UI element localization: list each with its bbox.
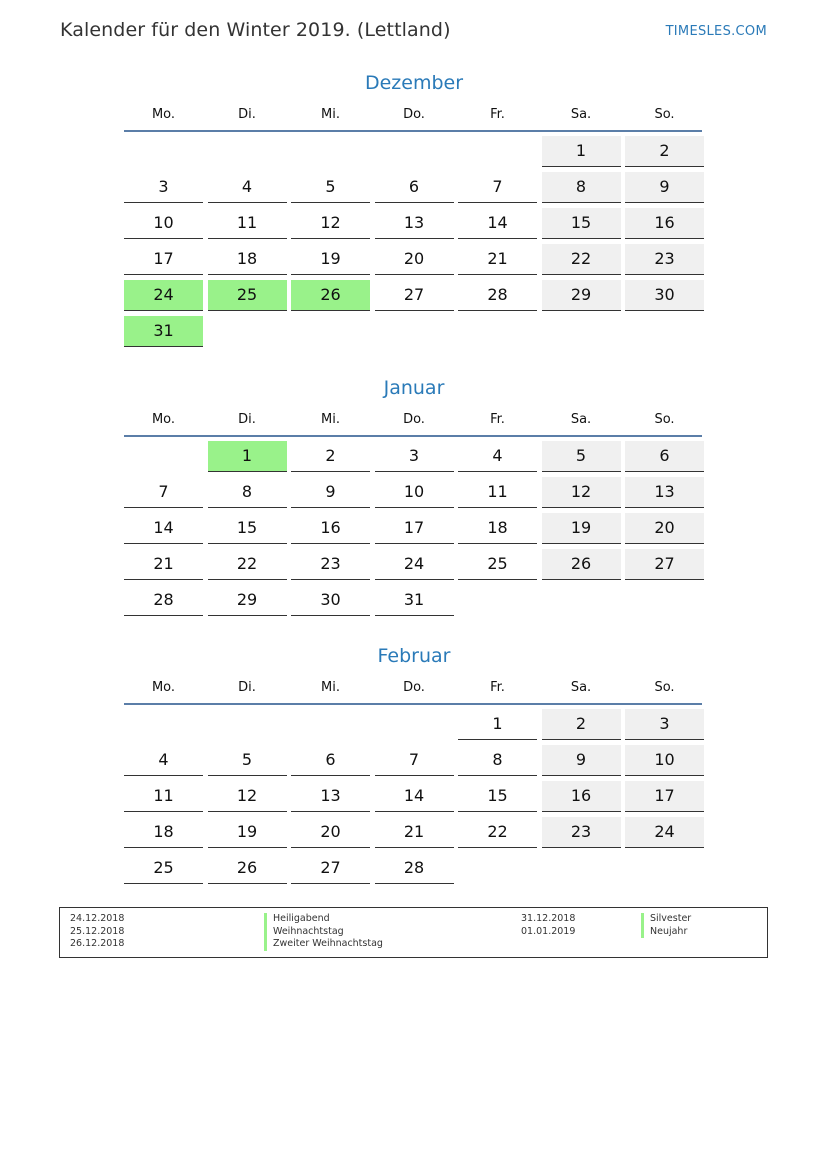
month-title: Februar: [377, 645, 451, 667]
day-cell[interactable]: 2: [625, 136, 704, 167]
day-cell[interactable]: 29: [542, 280, 621, 311]
empty-cell: [375, 709, 454, 739]
day-cell[interactable]: 8: [208, 477, 287, 508]
day-cell[interactable]: 7: [375, 745, 454, 776]
day-cell[interactable]: 22: [458, 817, 537, 848]
header-rule: [124, 703, 702, 705]
day-cell[interactable]: 21: [458, 244, 537, 275]
weekday-label: Do.: [403, 680, 425, 695]
empty-cell: [625, 585, 704, 615]
day-cell[interactable]: 8: [458, 745, 537, 776]
day-cell[interactable]: 12: [208, 781, 287, 812]
holiday-legend: [59, 907, 768, 958]
day-cell[interactable]: 6: [291, 745, 370, 776]
weekday-label: Fr.: [490, 107, 505, 122]
day-cell[interactable]: 19: [291, 244, 370, 275]
week-row: [124, 244, 704, 276]
day-cell[interactable]: 11: [124, 781, 203, 812]
day-cell[interactable]: 17: [625, 781, 704, 812]
weekday-label: Mo.: [151, 680, 176, 695]
day-cell[interactable]: 4: [458, 441, 537, 472]
legend-dates-right: [521, 913, 575, 938]
empty-cell: [124, 709, 203, 739]
header-rule: [124, 130, 702, 132]
weekday-header: [124, 673, 704, 703]
day-cell[interactable]: 28: [375, 853, 454, 884]
empty-cell: [208, 709, 287, 739]
day-cell[interactable]: 5: [208, 745, 287, 776]
weekday-label: Sa.: [570, 412, 592, 427]
day-cell[interactable]: 14: [124, 513, 203, 544]
legend-date: 25.12.2018: [70, 925, 125, 937]
weekday-label: Mo.: [151, 412, 176, 427]
empty-cell: [124, 441, 203, 471]
day-cell[interactable]: 26: [291, 280, 370, 311]
legend-date: 01.01.2019: [521, 925, 576, 937]
day-cell[interactable]: 24: [625, 817, 704, 848]
day-cell[interactable]: 26: [208, 853, 287, 884]
day-cell[interactable]: 25: [458, 549, 537, 580]
day-cell[interactable]: 7: [458, 172, 537, 203]
day-cell[interactable]: 30: [625, 280, 704, 311]
legend-date: 24.12.2018: [70, 913, 125, 924]
day-cell[interactable]: 1: [208, 441, 287, 472]
week-row: [124, 549, 704, 581]
empty-cell: [458, 853, 537, 883]
day-cell[interactable]: 8: [542, 172, 621, 203]
day-cell[interactable]: 11: [208, 208, 287, 239]
week-row: [124, 208, 704, 240]
week-row: [124, 709, 704, 741]
day-cell[interactable]: 15: [208, 513, 287, 544]
week-row: [124, 585, 704, 617]
week-row: [124, 853, 704, 885]
day-cell[interactable]: 13: [625, 477, 704, 508]
day-cell[interactable]: 25: [208, 280, 287, 311]
legend-holiday-name: Heiligabend: [264, 913, 383, 926]
weekday-label: Do.: [403, 107, 425, 122]
empty-cell: [542, 585, 621, 615]
brand-link[interactable]: TIMESLES.COM: [665, 24, 767, 39]
day-cell[interactable]: 14: [458, 208, 537, 239]
day-cell[interactable]: 3: [375, 441, 454, 472]
legend-holiday-name: Silvester: [641, 913, 691, 926]
empty-cell: [124, 136, 203, 166]
weekday-label: Fr.: [490, 412, 505, 427]
weekday-label: So.: [654, 107, 675, 122]
week-row: [124, 316, 704, 348]
legend-date: 26.12.2018: [70, 938, 125, 949]
day-cell[interactable]: 18: [124, 817, 203, 848]
month-title: Dezember: [364, 72, 464, 94]
day-cell[interactable]: 20: [625, 513, 704, 544]
weekday-header: [124, 405, 704, 435]
day-cell[interactable]: 23: [542, 817, 621, 848]
day-cell[interactable]: 13: [291, 781, 370, 812]
day-cell[interactable]: 22: [208, 549, 287, 580]
weekday-label: Fr.: [490, 680, 505, 695]
day-cell[interactable]: 9: [625, 172, 704, 203]
legend-dates-left: [70, 913, 124, 951]
legend-date: 31.12.2018: [521, 913, 576, 924]
week-row: [124, 172, 704, 204]
weekday-label: Sa.: [570, 107, 592, 122]
day-cell[interactable]: 4: [208, 172, 287, 203]
weekday-label: Di.: [238, 680, 256, 695]
day-cell[interactable]: 12: [291, 208, 370, 239]
day-cell[interactable]: 18: [208, 244, 287, 275]
day-cell[interactable]: 30: [291, 585, 370, 616]
week-row: [124, 781, 704, 813]
day-cell[interactable]: 11: [458, 477, 537, 508]
day-cell[interactable]: 31: [124, 316, 203, 347]
day-cell[interactable]: 17: [375, 513, 454, 544]
month-dezember: [124, 70, 704, 352]
day-cell[interactable]: 3: [124, 172, 203, 203]
day-cell[interactable]: 14: [375, 781, 454, 812]
day-cell[interactable]: 12: [542, 477, 621, 508]
day-cell[interactable]: 4: [124, 745, 203, 776]
day-cell[interactable]: 10: [124, 208, 203, 239]
day-cell[interactable]: 22: [542, 244, 621, 275]
day-cell[interactable]: 23: [291, 549, 370, 580]
day-cell[interactable]: 16: [542, 781, 621, 812]
day-cell[interactable]: 16: [291, 513, 370, 544]
week-row: [124, 817, 704, 849]
header-rule: [124, 435, 702, 437]
day-cell[interactable]: 9: [542, 745, 621, 776]
weekday-label: Sa.: [570, 680, 592, 695]
weekday-label: Mi.: [321, 680, 340, 695]
empty-cell: [291, 136, 370, 166]
empty-cell: [625, 316, 704, 346]
empty-cell: [208, 136, 287, 166]
empty-cell: [291, 709, 370, 739]
day-cell[interactable]: 29: [208, 585, 287, 616]
weekday-label: Di.: [238, 107, 256, 122]
week-row: [124, 441, 704, 473]
day-cell[interactable]: 25: [124, 853, 203, 884]
day-cell[interactable]: 21: [375, 817, 454, 848]
day-cell[interactable]: 7: [124, 477, 203, 508]
day-cell[interactable]: 3: [625, 709, 704, 740]
day-cell[interactable]: 20: [375, 244, 454, 275]
day-cell[interactable]: 28: [458, 280, 537, 311]
week-row: [124, 477, 704, 509]
day-cell[interactable]: 1: [458, 709, 537, 740]
day-cell[interactable]: 19: [542, 513, 621, 544]
week-row: [124, 513, 704, 545]
weekday-label: So.: [654, 680, 675, 695]
week-row: [124, 136, 704, 168]
weekday-label: Do.: [403, 412, 425, 427]
day-cell[interactable]: 24: [375, 549, 454, 580]
day-cell[interactable]: 31: [375, 585, 454, 616]
empty-cell: [458, 136, 537, 166]
day-cell[interactable]: 10: [375, 477, 454, 508]
day-cell[interactable]: 27: [625, 549, 704, 580]
empty-cell: [375, 136, 454, 166]
weekday-label: Di.: [238, 412, 256, 427]
day-cell[interactable]: 20: [291, 817, 370, 848]
legend-holiday-name: Weihnachtstag: [264, 926, 383, 939]
day-cell[interactable]: 16: [625, 208, 704, 239]
day-cell[interactable]: 23: [625, 244, 704, 275]
empty-cell: [291, 316, 370, 346]
day-cell[interactable]: 18: [458, 513, 537, 544]
day-cell[interactable]: 6: [625, 441, 704, 472]
legend-holiday-name: Neujahr: [641, 926, 691, 939]
day-cell[interactable]: 6: [375, 172, 454, 203]
legend-names-left: [264, 913, 383, 951]
legend-holiday-name: Zweiter Weihnachtstag: [264, 938, 383, 951]
weekday-label: Mo.: [151, 107, 176, 122]
empty-cell: [625, 853, 704, 883]
day-cell[interactable]: 5: [291, 172, 370, 203]
day-cell[interactable]: 21: [124, 549, 203, 580]
day-cell[interactable]: 1: [542, 136, 621, 167]
legend-names-right: [641, 913, 691, 938]
day-cell[interactable]: 9: [291, 477, 370, 508]
day-cell[interactable]: 13: [375, 208, 454, 239]
week-row: [124, 745, 704, 777]
day-cell[interactable]: 28: [124, 585, 203, 616]
day-cell[interactable]: 2: [291, 441, 370, 472]
day-cell[interactable]: 15: [458, 781, 537, 812]
empty-cell: [542, 853, 621, 883]
day-cell[interactable]: 24: [124, 280, 203, 311]
month-title: Januar: [383, 377, 445, 399]
week-row: [124, 280, 704, 312]
empty-cell: [375, 316, 454, 346]
empty-cell: [458, 316, 537, 346]
month-februar: [124, 643, 704, 889]
day-cell[interactable]: 5: [542, 441, 621, 472]
weekday-label: Mi.: [321, 412, 340, 427]
weekday-header: [124, 100, 704, 130]
day-cell[interactable]: 10: [625, 745, 704, 776]
empty-cell: [458, 585, 537, 615]
month-januar: [124, 375, 704, 621]
day-cell[interactable]: 19: [208, 817, 287, 848]
empty-cell: [208, 316, 287, 346]
day-cell[interactable]: 15: [542, 208, 621, 239]
day-cell[interactable]: 26: [542, 549, 621, 580]
page-title: Kalender für den Winter 2019. (Lettland): [60, 19, 451, 41]
day-cell[interactable]: 17: [124, 244, 203, 275]
day-cell[interactable]: 2: [542, 709, 621, 740]
weekday-label: So.: [654, 412, 675, 427]
day-cell[interactable]: 27: [375, 280, 454, 311]
day-cell[interactable]: 27: [291, 853, 370, 884]
weekday-label: Mi.: [321, 107, 340, 122]
empty-cell: [542, 316, 621, 346]
